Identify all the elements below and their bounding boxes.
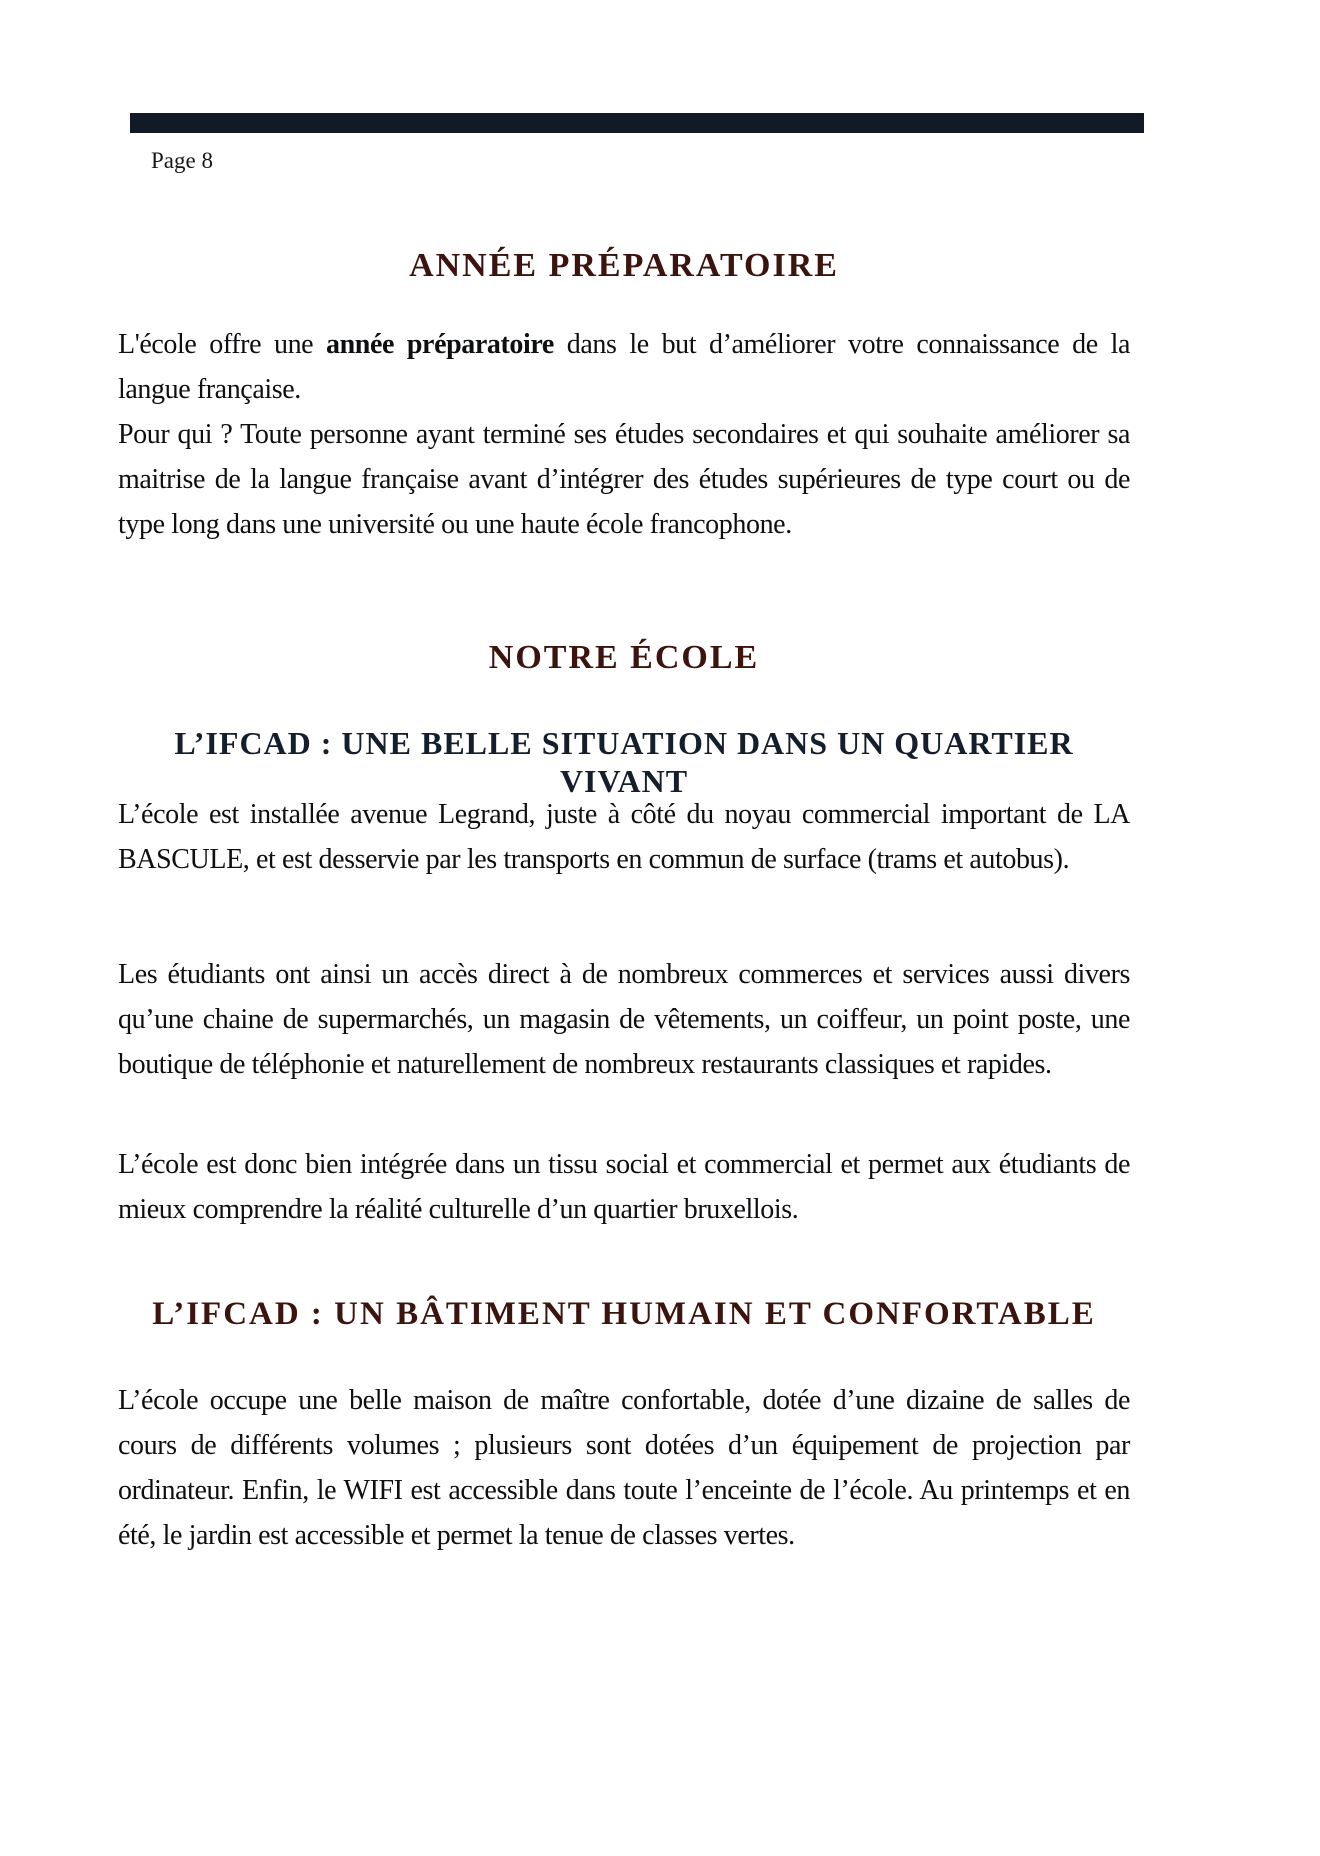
paragraph-localisation: L’école est installée avenue Legrand, juste à côté du noyau commercial important de LA BASCULE, et est desservie par les transports en commun de surface (trams et autobus).	[118, 799, 1130, 875]
paragraph-batiment: L’école occupe une belle maison de maître confortable, dotée d’une dizaine de salles de cours de différents volumes ; plusieurs sont dotées d’un équipement de projection par ordinateur. Enfin, le WIFI est accessible dans toute l’enceinte de l’école. Au printemps et en été, le jardin est accessible et permet la tenue de classes vertes.	[118, 1385, 1130, 1551]
paragraph-pour-qui: Pour qui ? Toute personne ayant terminé ses études secondaires et qui souhaite améliorer sa maitrise de la langue française avant d’intégrer des études supérieures de type court ou de type long dans une université ou une haute école francophone.	[118, 419, 1130, 540]
heading-notre-ecole: NOTRE ÉCOLE	[488, 639, 760, 676]
paragraph-annee-intro-pre: L'école offre une	[118, 329, 327, 360]
paragraph-commerces-services: Les étudiants ont ainsi un accès direct à de nombreux commerces et services aussi divers qu’une chaine de supermarchés, un magasin de vêtements, un coiffeur, un point poste, une boutique de téléphonie et naturellement de nombreux restaurants classiques et rapides.	[118, 959, 1130, 1080]
heading-annee-preparatoire: ANNÉE PRÉPARATOIRE	[409, 247, 839, 284]
paragraph-annee-intro	[118, 322, 1130, 412]
header-divider-bar	[130, 113, 1144, 133]
subheading-situation-quartier: L’IFCAD : UNE BELLE SITUATION DANS UN QUARTIER VIVANT	[174, 725, 1074, 799]
paragraph-annee-intro-post: dans le but d’améliorer votre connaissance de la langue française.	[118, 329, 1130, 405]
subheading-batiment-confortable: L’IFCAD : UN BÂTIMENT HUMAIN ET CONFORTABLE	[152, 1296, 1096, 1332]
paragraph-integration-quartier: L’école est donc bien intégrée dans un tissu social et commercial et permet aux étudiants de mieux comprendre la réalité culturelle d’un quartier bruxellois.	[118, 1149, 1130, 1225]
paragraph-annee-intro-bold: année préparatoire	[326, 329, 554, 360]
page-number-label: Page 8	[151, 148, 213, 173]
